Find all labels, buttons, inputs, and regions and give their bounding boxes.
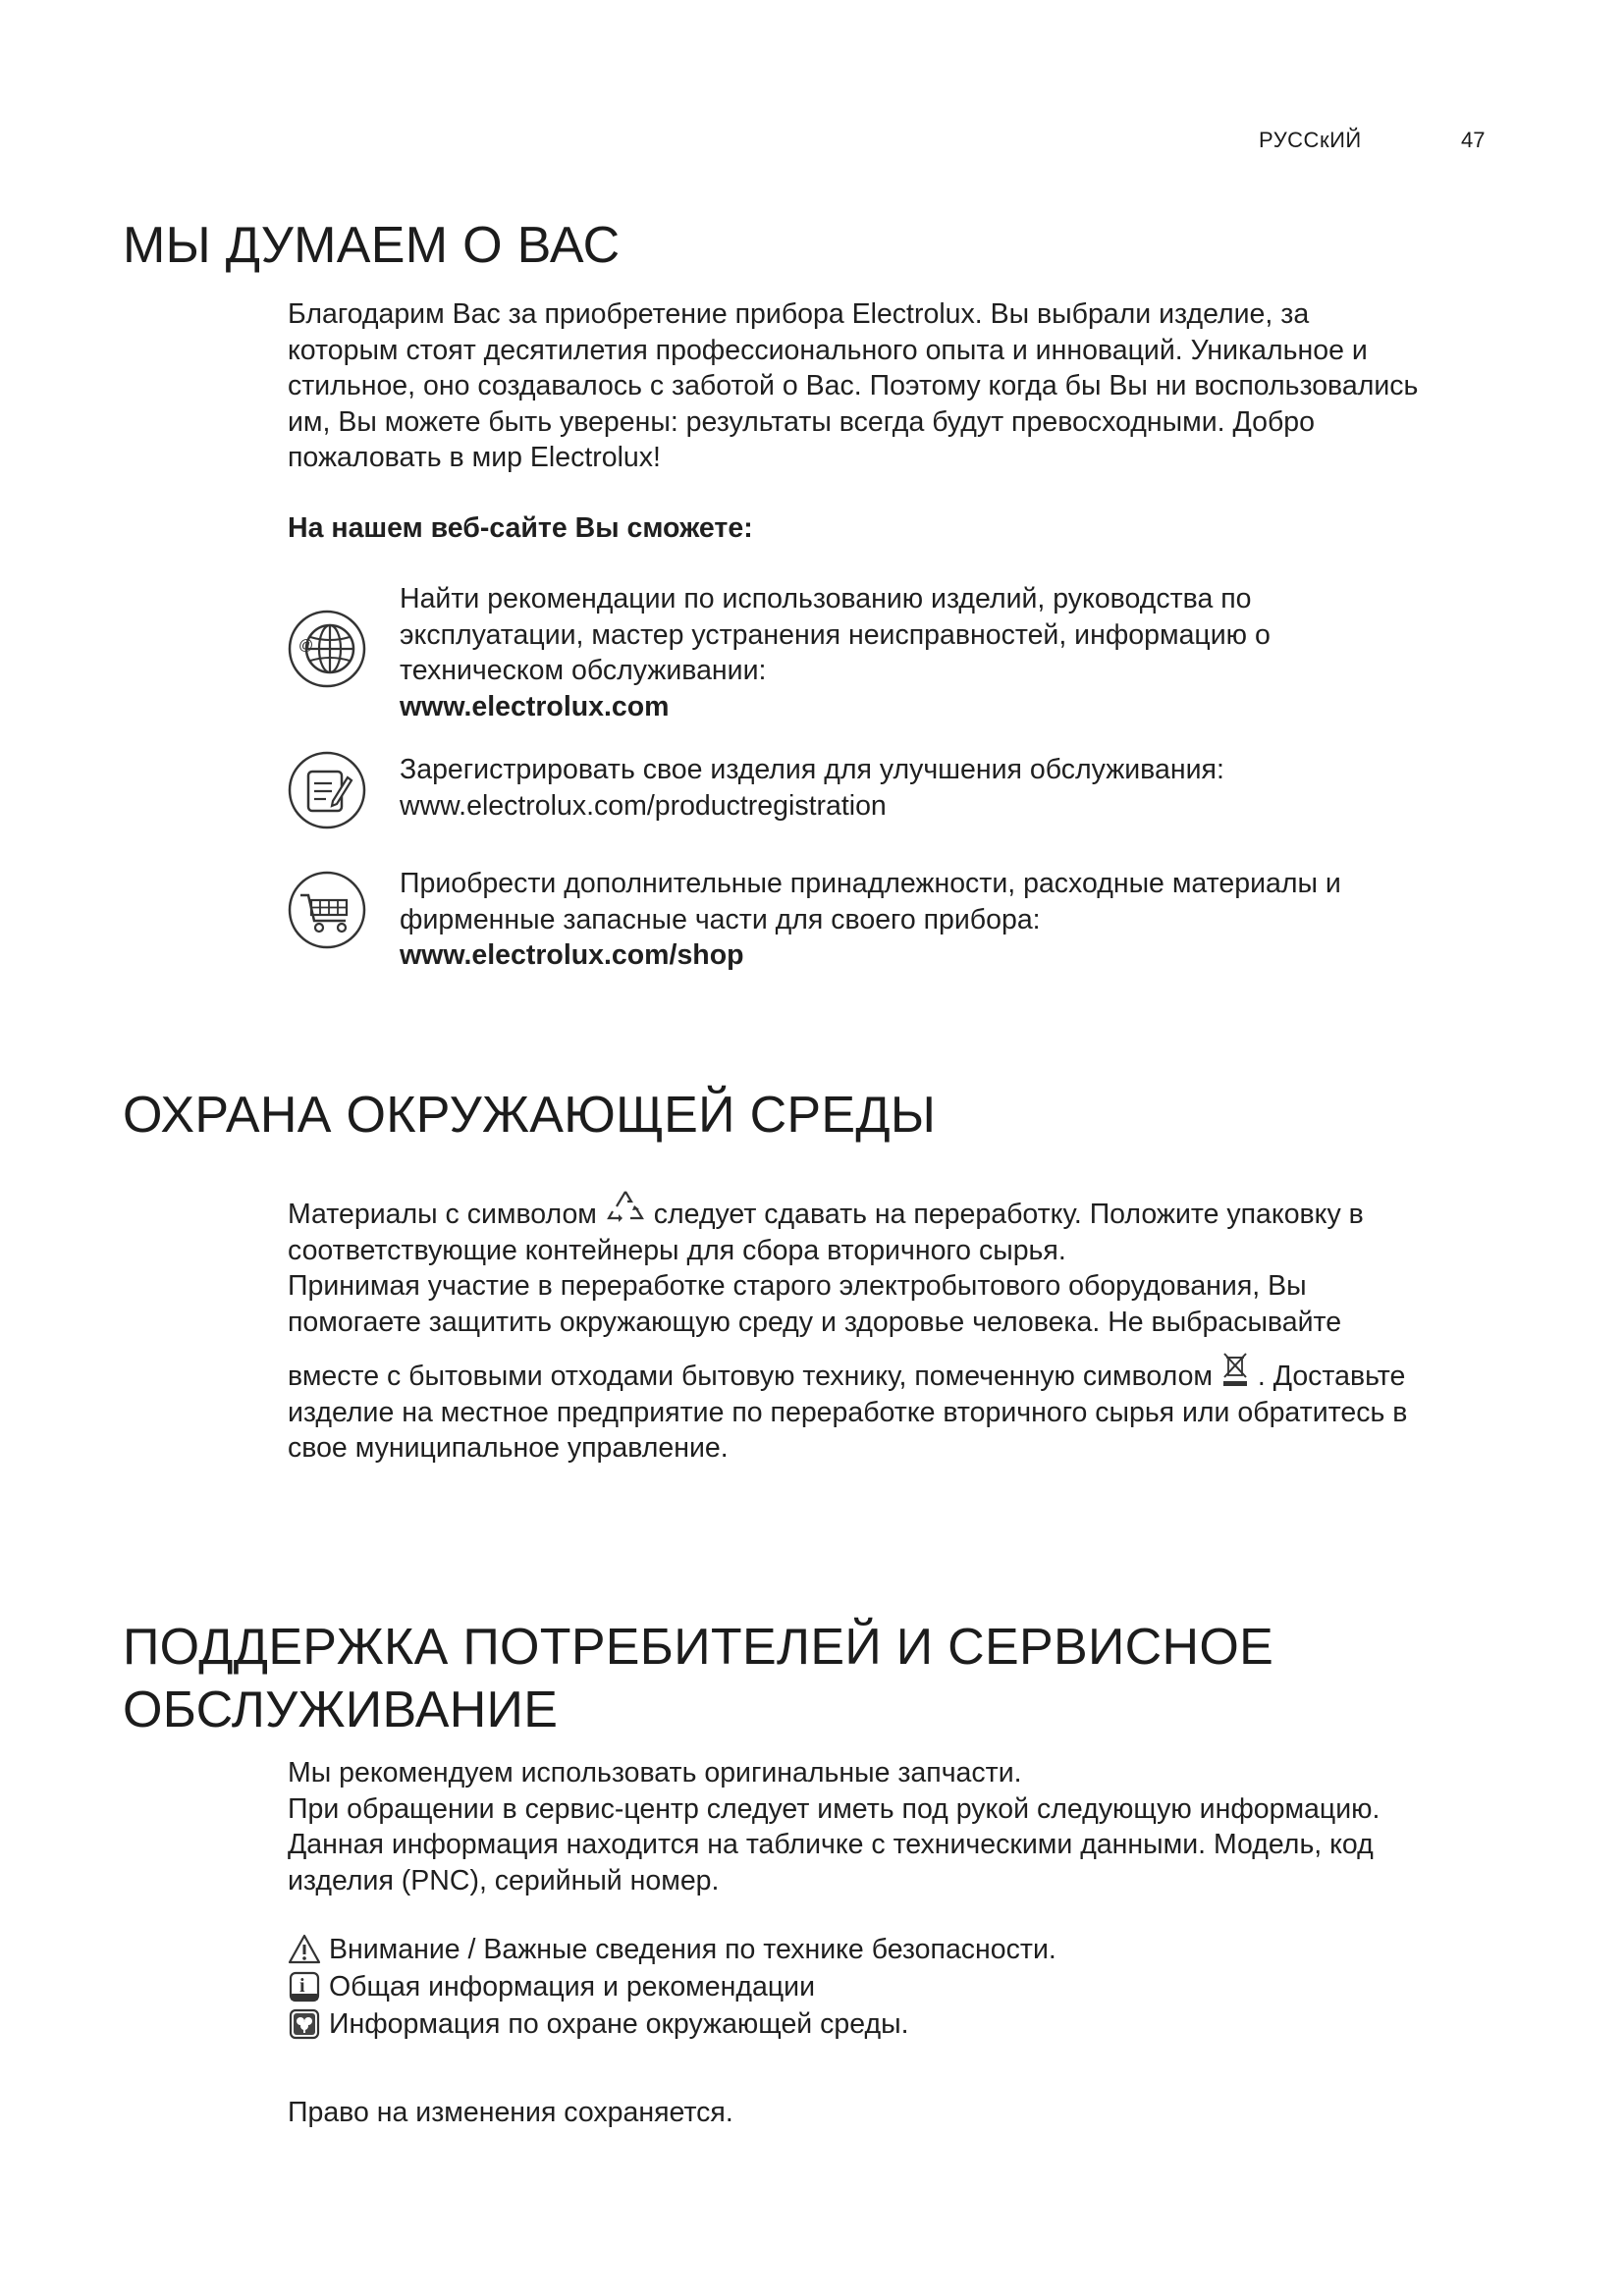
section-title-environment: ОХРАНА ОКРУЖАЮЩЕЙ СРЕДЫ <box>123 1087 937 1144</box>
intro-line: Благодарим Вас за приобретение прибора Electrolux. Вы выбрали изделие, за <box>288 298 1310 330</box>
svg-text:i: i <box>299 1975 305 1997</box>
section-title-we-think-of-you: МЫ ДУМАЕМ О ВАС <box>123 217 621 274</box>
website-heading: На нашем веб-сайте Вы сможете: <box>288 512 753 544</box>
feature-line: Найти рекомендации по использованию изделий, руководства по <box>400 583 1252 614</box>
section-title-customer-service <box>123 1616 1273 1741</box>
service-line: изделия (PNC), серийный номер. <box>288 1864 720 1896</box>
env-text: Материалы с символом <box>288 1199 597 1230</box>
feature-line: фирменные запасные части для своего прибора: <box>400 903 1041 935</box>
intro-line: им, Вы можете быть уверены: результаты всегда будут превосходными. Добро <box>288 405 1315 438</box>
globe-icon <box>287 609 367 689</box>
env-text: следует сдавать на переработку. Положите упаковку в <box>653 1199 1364 1230</box>
feature-product-registration <box>400 752 1509 824</box>
env-line-1 <box>288 1188 1505 1233</box>
footer-note: Право на изменения сохраняется. <box>288 2097 733 2128</box>
env-line: Принимая участие в переработке старого электробытового оборудования, Вы <box>288 1270 1307 1302</box>
page-header <box>0 128 1624 157</box>
link-shop[interactable]: www.electrolux.com/shop <box>400 939 744 971</box>
header-language: РУССкИЙ <box>1259 128 1362 152</box>
intro-line: пожаловать в мир Electrolux! <box>288 442 661 473</box>
env-line: помогаете защитить окружающую среду и здоровье человека. Не выбрасывайте <box>288 1306 1342 1338</box>
intro-paragraph <box>288 296 1505 476</box>
intro-line: которым стоят десятилетия профессионального опыта и инноваций. Уникальное и <box>288 334 1368 366</box>
link-electrolux-com[interactable]: www.electrolux.com <box>400 690 670 722</box>
env-line: изделие на местное предприятие по переработке вторичного сырья или обратитесь в <box>288 1396 1408 1428</box>
service-line: Данная информация находится на табличке с техническими данными. Модель, код <box>288 1829 1374 1860</box>
feature-support-info <box>400 581 1509 724</box>
registration-form-icon <box>287 750 367 830</box>
feature-shop <box>400 866 1509 974</box>
svg-text:@: @ <box>298 637 314 654</box>
feature-line: Приобрести дополнительные принадлежности, расходные материалы и <box>400 868 1341 899</box>
feature-line: Зарегистрировать свое изделия для улучшения обслуживания: <box>400 754 1224 785</box>
env-text: . Доставьте <box>1257 1361 1406 1392</box>
feature-line: эксплуатации, мастер устранения неисправностей, информацию о <box>400 618 1271 651</box>
shopping-cart-icon <box>287 870 367 950</box>
title-line: ПОДДЕРЖКА ПОТРЕБИТЕЛЕЙ И СЕРВИСНОЕ <box>123 1619 1274 1676</box>
environment-icon <box>288 2007 321 2041</box>
page-number: 47 <box>1461 128 1486 152</box>
feature-line: техническом обслуживании: <box>400 655 767 686</box>
environment-paragraph <box>288 1188 1505 1467</box>
env-line-5 <box>288 1350 1505 1395</box>
service-paragraph <box>288 1755 1505 1898</box>
service-line: Мы рекомендуем использовать оригинальные запчасти. <box>288 1757 1022 1789</box>
intro-line: стильное, оно создавалось с заботой о Вас. Поэтому когда бы Вы ни воспользовались <box>288 370 1419 401</box>
service-line: При обращении в сервис-центр следует иметь под рукой следующую информацию. <box>288 1792 1380 1825</box>
warning-icon <box>288 1933 321 1966</box>
recycle-icon <box>605 1188 646 1227</box>
crossed-bin-icon <box>1220 1350 1250 1389</box>
legend-info <box>288 1969 815 2004</box>
env-line: свое муниципальное управление. <box>288 1432 729 1464</box>
legend-text: Общая информация и рекомендации <box>329 1971 815 2002</box>
title-line: ОБСЛУЖИВАНИЕ <box>123 1682 559 1738</box>
legend-environment <box>288 2006 908 2042</box>
info-icon <box>288 1970 321 2003</box>
legend-warning <box>288 1932 1056 1967</box>
legend-text: Информация по охране окружающей среды. <box>329 2008 909 2040</box>
env-text: вместе с бытовыми отходами бытовую технику, помеченную символом <box>288 1361 1214 1392</box>
legend-text: Внимание / Важные сведения по технике безопасности. <box>329 1934 1056 1965</box>
link-product-registration[interactable]: www.electrolux.com/productregistration <box>400 789 887 822</box>
env-line: соответствующие контейнеры для сбора вторичного сырья. <box>288 1234 1066 1266</box>
